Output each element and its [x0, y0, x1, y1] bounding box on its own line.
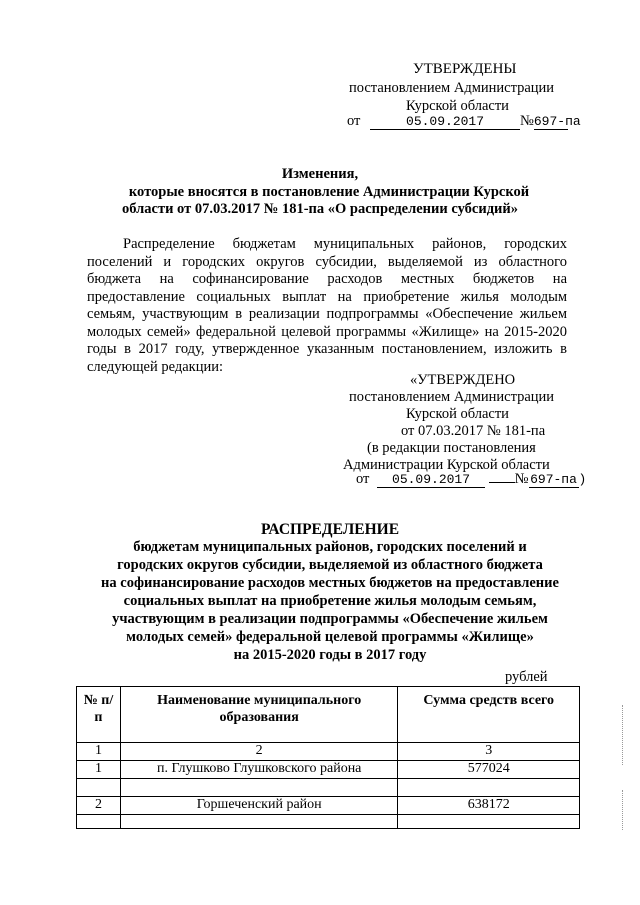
unit-label: рублей: [505, 669, 548, 685]
approval-date: 05.09.2017: [370, 114, 520, 130]
scan-artifact: [622, 790, 624, 830]
approved2-gap: [489, 482, 515, 483]
body-line: семьям, участвующим в реализации подпрограммы «Обеспечение жильем: [87, 306, 567, 322]
approved2-line1: постановлением Администрации: [349, 389, 555, 405]
row-sum: 577024: [398, 761, 580, 779]
approval-date-prefix: от: [347, 113, 361, 129]
colnum-3: 3: [398, 743, 580, 761]
body-paragraph: [87, 236, 567, 376]
distribution-line: социальных выплат на приобретение жилья молодым семьям,: [123, 593, 537, 609]
scan-artifact: [622, 705, 624, 765]
distribution-line: на софинансирование расходов местных бюджетов на предоставление: [101, 575, 559, 591]
approved2-date-row: [356, 471, 586, 488]
body-line: Распределение бюджетам муниципальных районов, городских: [123, 236, 567, 252]
spacer-cell: [398, 815, 580, 829]
approval-line1: постановлением Администрации: [349, 80, 555, 96]
header-sum: Сумма средств всего: [398, 687, 580, 743]
table-row: [77, 761, 580, 779]
approval-num-prefix: №: [520, 113, 534, 129]
approved2-close: ): [578, 472, 587, 487]
body-line: следующей редакции:: [87, 358, 224, 375]
approved2-date: 05.09.2017: [377, 472, 485, 488]
approval-line2: Курской области: [406, 98, 509, 114]
table-spacer-row: [77, 815, 580, 829]
row-sum: 638172: [398, 797, 580, 815]
distribution-line: городских округов субсидии, выделяемой из областного бюджета: [117, 557, 543, 573]
distribution-line: участвующим в реализации подпрограммы «Обеспечение жильем: [112, 611, 548, 627]
spacer-cell: [77, 779, 121, 797]
table-header-row: [77, 687, 580, 743]
body-line: молодых семей» федеральной целевой программы «Жилище» на 2015-2020: [87, 323, 567, 340]
table-spacer-row: [77, 779, 580, 797]
spacer-cell: [77, 815, 121, 829]
distribution-heading: РАСПРЕДЕЛЕНИЕ: [260, 521, 400, 538]
approved2-num-prefix: №: [514, 471, 529, 487]
approval-title: УТВЕРЖДЕНЫ: [413, 61, 517, 77]
header-name: Наименование муниципального образования: [120, 687, 398, 743]
colnum-1: 1: [77, 743, 121, 761]
body-line: бюджета на софинансирование расходов местных бюджетов на: [87, 271, 567, 287]
changes-line3: области от 07.03.2017 № 181-па «О распределении субсидий»: [122, 201, 518, 217]
table-colnum-row: [77, 743, 580, 761]
spacer-cell: [398, 779, 580, 797]
approval-number: 697-па: [533, 114, 581, 129]
approved2-line5: Администрации Курской области: [343, 457, 550, 473]
approved2-line2: Курской области: [406, 406, 509, 422]
colnum-2: 2: [120, 743, 398, 761]
body-line: годы в 2017 году, утвержденное указанным постановлением, изложить в: [87, 341, 567, 357]
row-num: 1: [77, 761, 121, 779]
approved2-title: «УТВЕРЖДЕНО: [410, 372, 516, 388]
table-row: [77, 797, 580, 815]
body-line: предоставление социальных выплат на приобретение жилья молодым: [87, 288, 567, 305]
distribution-table: [76, 686, 580, 829]
approved2-number: 697-па: [530, 472, 577, 487]
distribution-line: бюджетам муниципальных районов, городских поселений и: [133, 539, 527, 555]
distribution-line: молодых семей» федеральной целевой программы «Жилище»: [126, 629, 534, 645]
row-name: Горшеченский район: [120, 797, 398, 815]
changes-line1: Изменения,: [281, 166, 359, 182]
row-num: 2: [77, 797, 121, 815]
body-line: поселений и городских округов субсидии, выделяемой из областного: [87, 253, 567, 270]
approval-date-row: [347, 113, 581, 130]
approved2-line4: (в редакции постановления: [367, 440, 536, 456]
changes-line2: которые вносятся в постановление Администрации Курской: [128, 184, 530, 200]
approved2-line3: от 07.03.2017 № 181-па: [401, 423, 546, 439]
spacer-cell: [120, 815, 398, 829]
distribution-line: на 2015-2020 годы в 2017 году: [233, 647, 427, 663]
row-name: п. Глушково Глушковского района: [120, 761, 398, 779]
header-num: № п/п: [77, 687, 121, 743]
spacer-cell: [120, 779, 398, 797]
approved2-date-prefix: от: [356, 471, 370, 487]
